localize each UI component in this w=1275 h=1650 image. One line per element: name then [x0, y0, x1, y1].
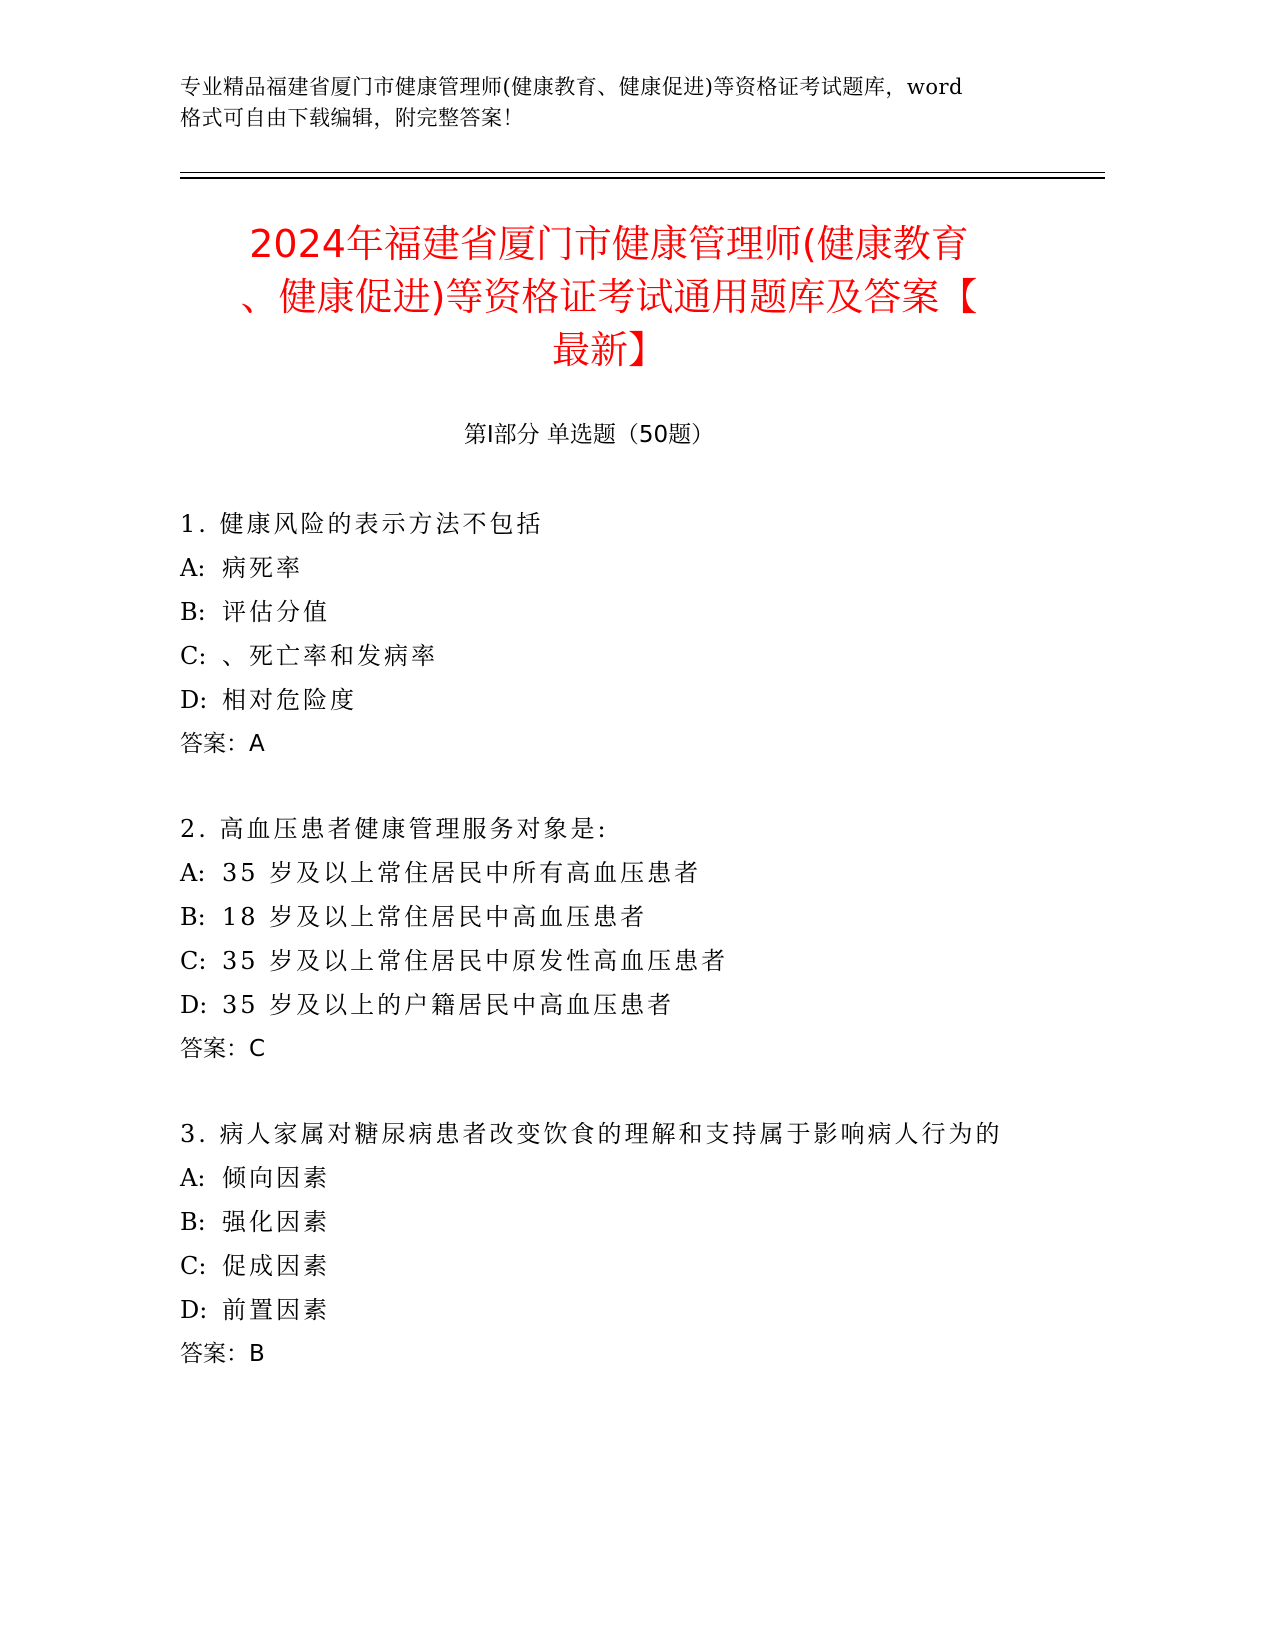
option-c	[180, 939, 1080, 983]
option-label: D:	[180, 1296, 208, 1324]
option-b	[180, 1200, 1080, 1244]
option-text: 、死亡率和发病率	[222, 642, 438, 670]
header-note-line-2: 格式可自由下载编辑，附完整答案！	[180, 106, 524, 130]
option-text: 强化因素	[222, 1208, 330, 1236]
question-2	[180, 807, 1080, 1112]
answer-line: 答案：B	[180, 1341, 265, 1367]
option-text: 倾向因素	[222, 1164, 330, 1192]
option-label: D:	[180, 991, 208, 1019]
option-d	[180, 1288, 1080, 1332]
option-label: A:	[180, 1164, 206, 1192]
option-text: 18 岁及以上常住居民中高血压患者	[222, 903, 648, 931]
option-text: 35 岁及以上的户籍居民中高血压患者	[222, 991, 675, 1019]
header-divider-thin	[180, 172, 1105, 173]
header-note	[180, 72, 1060, 134]
section-heading: 第Ⅰ部分 单选题（50题）	[463, 422, 715, 448]
option-label: B:	[180, 598, 206, 626]
question-stem: 2. 高血压患者健康管理服务对象是:	[180, 815, 609, 843]
answer-line: 答案：A	[180, 731, 265, 757]
option-d	[180, 983, 1080, 1027]
option-label: C:	[180, 947, 207, 975]
option-text: 评估分值	[222, 598, 330, 626]
answer-line: 答案：C	[180, 1036, 266, 1062]
document-title-line-2: 、健康促进)等资格证考试通用题库及答案【	[240, 275, 978, 319]
option-a	[180, 851, 1080, 895]
question-stem: 3. 病人家属对糖尿病患者改变饮食的理解和支持属于影响病人行为的	[180, 1120, 1003, 1148]
option-d	[180, 678, 1080, 722]
option-label: C:	[180, 1252, 207, 1280]
option-text: 病死率	[222, 554, 303, 582]
option-text: 相对危险度	[222, 686, 357, 714]
question-3	[180, 1112, 1080, 1417]
question-list	[180, 502, 1080, 1417]
option-label: B:	[180, 1208, 206, 1236]
option-text: 促成因素	[222, 1252, 330, 1280]
option-text: 35 岁及以上常住居民中原发性高血压患者	[222, 947, 729, 975]
question-1	[180, 502, 1080, 807]
option-label: C:	[180, 642, 207, 670]
header-divider-thick	[180, 177, 1105, 179]
option-label: A:	[180, 554, 206, 582]
option-text: 35 岁及以上常住居民中所有高血压患者	[222, 859, 702, 887]
question-stem: 1. 健康风险的表示方法不包括	[180, 510, 544, 538]
option-label: D:	[180, 686, 208, 714]
document-title-line-1: 2024年福建省厦门市健康管理师(健康教育	[249, 222, 969, 266]
option-b	[180, 895, 1080, 939]
header-note-line-1: 专业精品福建省厦门市健康管理师(健康教育、健康促进)等资格证考试题库，word	[180, 75, 963, 99]
option-label: B:	[180, 903, 206, 931]
document-title	[180, 218, 1038, 377]
document-title-line-3: 最新】	[551, 328, 666, 372]
option-c	[180, 1244, 1080, 1288]
option-b	[180, 590, 1080, 634]
option-a	[180, 546, 1080, 590]
option-label: A:	[180, 859, 206, 887]
option-c	[180, 634, 1080, 678]
option-a	[180, 1156, 1080, 1200]
option-text: 前置因素	[222, 1296, 330, 1324]
